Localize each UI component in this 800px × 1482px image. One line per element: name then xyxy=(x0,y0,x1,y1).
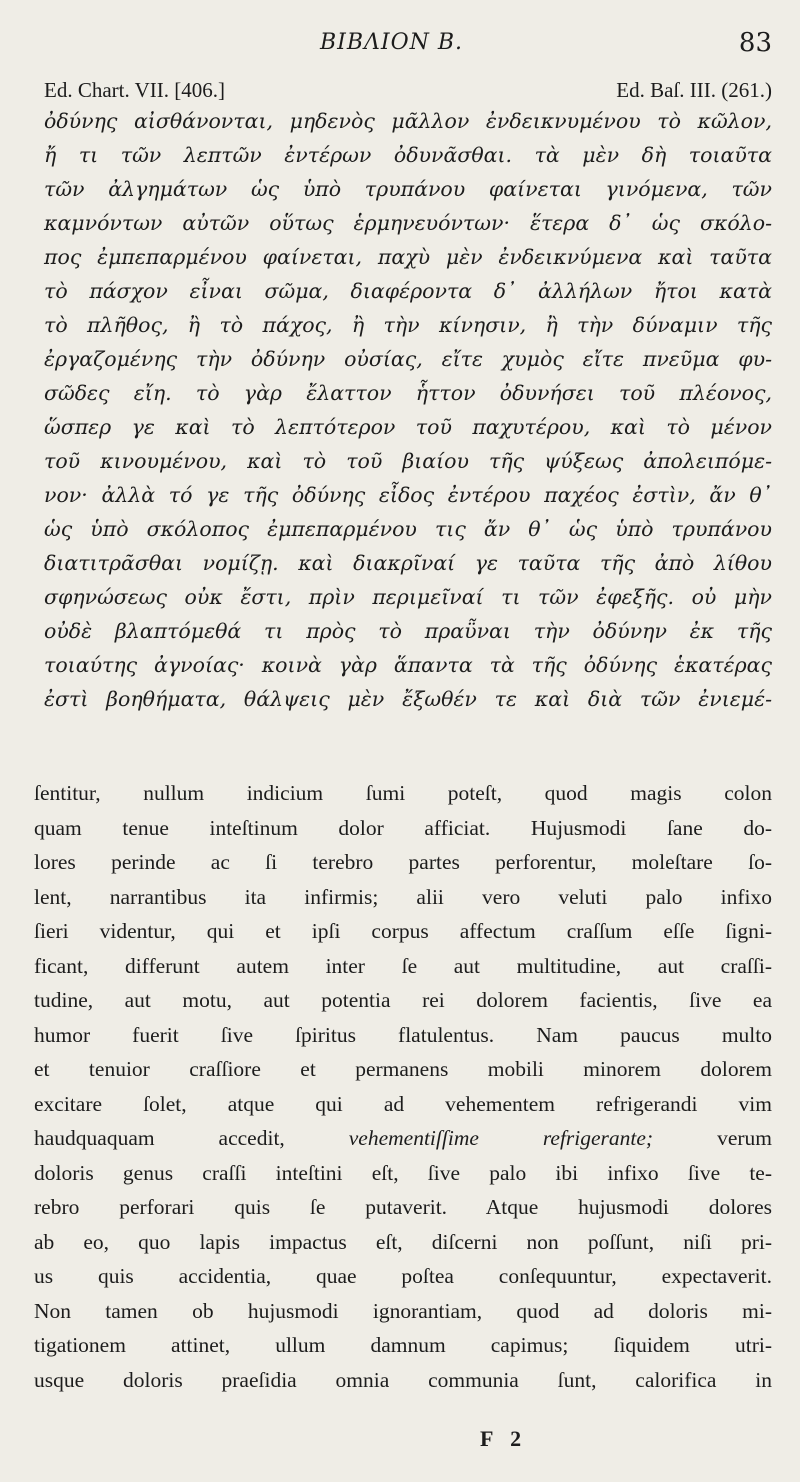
latin-line: et tenuior craſſiore et permanens mobili minorem dolorem xyxy=(34,1057,772,1081)
greek-line: ὀδύνης αἰσθάνονται, μηδενὸς μᾶλλον ἐνδεικνυμένου τὸ κῶλον, xyxy=(44,109,772,133)
greek-line: τοιαύτης ἀγνοίας· κοινὰ γὰρ ἅπαντα τὰ τῆς ὀδύνης ἑκατέρας xyxy=(44,653,772,677)
edition-reference-right: Ed. Baſ. III. (261.) xyxy=(616,78,772,102)
page-number: 83 xyxy=(738,28,772,58)
greek-line: σῶδες εἴη. τὸ γὰρ ἔλαττον ἧττον ὀδυνήσει τοῦ πλέονος, xyxy=(44,381,772,405)
latin-line: tigationem attinet, ullum damnum capimus; ſiquidem utri- xyxy=(34,1333,772,1357)
latin-line: rebro perforari quis ſe putaverit. Atque hujusmodi dolores xyxy=(34,1195,772,1219)
latin-line: quam tenue inteſtinum dolor afficiat. Hujusmodi ſane do- xyxy=(34,815,772,840)
italic-phrase: vehementiſſime refrigerante; xyxy=(348,1126,654,1150)
signature-mark: F 2 xyxy=(480,1426,528,1451)
latin-line-end: verum xyxy=(717,1126,772,1150)
latin-line: excitare ſolet, atque qui ad vehementem refrigerandi vim xyxy=(34,1091,772,1116)
latin-line: us quis accidentia, quae poſtea conſequuntur, expectaverit. xyxy=(34,1264,772,1288)
greek-line: νον· ἀλλὰ τό γε τῆς ὀδύνης εἶδος ἐντέρου παχέος ἐστὶν, ἄν θ᾽ xyxy=(44,483,772,507)
greek-line: ἐστὶ βοηθήματα, θάλψεις μὲν ἔξωθέν τε καὶ διὰ τῶν ἐνιεμέ- xyxy=(44,687,772,711)
greek-line: τοῦ κινουμένου, καὶ τὸ τοῦ βιαίου τῆς ψύξεως ἀπολειπόμε- xyxy=(44,449,772,473)
latin-line: lent, narrantibus ita infirmis; alii vero veluti palo infixo xyxy=(34,884,772,909)
greek-line: πος ἐμπεπαρμένου φαίνεται, παχὺ μὲν ἐνδεικνύμενα καὶ ταῦτα xyxy=(44,245,772,269)
latin-line: Non tamen ob hujusmodi ignorantiam, quod ad doloris mi- xyxy=(34,1298,772,1323)
greek-text-block xyxy=(44,104,772,716)
latin-line: ab eo, quo lapis impactus eſt, diſcerni non poſſunt, niſi pri- xyxy=(34,1229,772,1254)
latin-text-block xyxy=(34,776,772,1397)
latin-line: tudine, aut motu, aut potentia rei dolorem facientis, ſive ea xyxy=(34,988,772,1012)
greek-line: τῶν ἀλγημάτων ὡς ὑπὸ τρυπάνου φαίνεται γινόμενα, τῶν xyxy=(44,177,772,201)
running-head: BIBΛΙΟΝ Β. xyxy=(320,30,464,55)
greek-line: τὸ πάσχον εἶναι σῶμα, διαφέροντα δ᾽ ἀλλήλων ἤτοι κατὰ xyxy=(44,279,772,303)
greek-line: οὐδὲ βλαπτόμεθά τι πρὸς τὸ πραῧναι τὴν ὀδύνην ἐκ τῆς xyxy=(44,619,772,643)
edition-reference-left: Ed. Chart. VII. [406.] xyxy=(44,78,225,102)
latin-line: ſentitur, nullum indicium ſumi poteſt, quod magis colon xyxy=(34,781,772,805)
greek-line: σφηνώσεως οὐκ ἔστι, πρὶν περιμεῖναί τι τῶν ἐφεξῆς. οὐ μὴν xyxy=(44,585,772,609)
latin-line: ſieri videntur, qui et ipſi corpus affectum craſſum eſſe ſigni- xyxy=(34,919,772,943)
greek-line: ἤ τι τῶν λεπτῶν ἐντέρων ὀδυνᾶσθαι. τὰ μὲν δὴ τοιαῦτα xyxy=(44,143,772,167)
greek-line: τὸ πλῆθος, ἢ τὸ πάχος, ἢ τὴν κίνησιν, ἢ τὴν δύναμιν τῆς xyxy=(44,313,772,337)
greek-line: ὡς ὑπὸ σκόλοπος ἐμπεπαρμένου τις ἄν θ᾽ ὡς ὑπὸ τρυπάνου xyxy=(44,517,772,541)
latin-line: usque doloris praeſidia omnia communia ſunt, calorifica in xyxy=(34,1367,772,1392)
latin-line: ficant, differunt autem inter ſe aut multitudine, aut craſſi- xyxy=(34,953,772,978)
latin-line-with-italic xyxy=(34,1121,772,1156)
latin-line: humor fuerit ſive ſpiritus flatulentus. Nam paucus multo xyxy=(34,1022,772,1047)
greek-line: ὥσπερ γε καὶ τὸ λεπτότερον τοῦ παχυτέρου, καὶ τὸ μένον xyxy=(44,415,772,439)
greek-line: καμνόντων αὐτῶν οὕτως ἑρμηνευόντων· ἕτερα δ᾽ ὡς σκόλο- xyxy=(44,211,772,235)
latin-line-start: haudquaquam accedit, xyxy=(34,1126,285,1150)
latin-line: lores perinde ac ſi terebro partes perforentur, moleſtare ſo- xyxy=(34,850,772,874)
greek-line: ἐργαζομένης τὴν ὀδύνην οὐσίας, εἴτε χυμὸς εἴτε πνεῦμα φυ- xyxy=(44,347,772,371)
greek-line: διατιτρᾶσθαι νομίζῃ. καὶ διακρῖναί γε ταῦτα τῆς ἀπὸ λίθου xyxy=(44,551,772,575)
latin-line: doloris genus craſſi inteſtini eſt, ſive palo ibi infixo ſive te- xyxy=(34,1160,772,1185)
